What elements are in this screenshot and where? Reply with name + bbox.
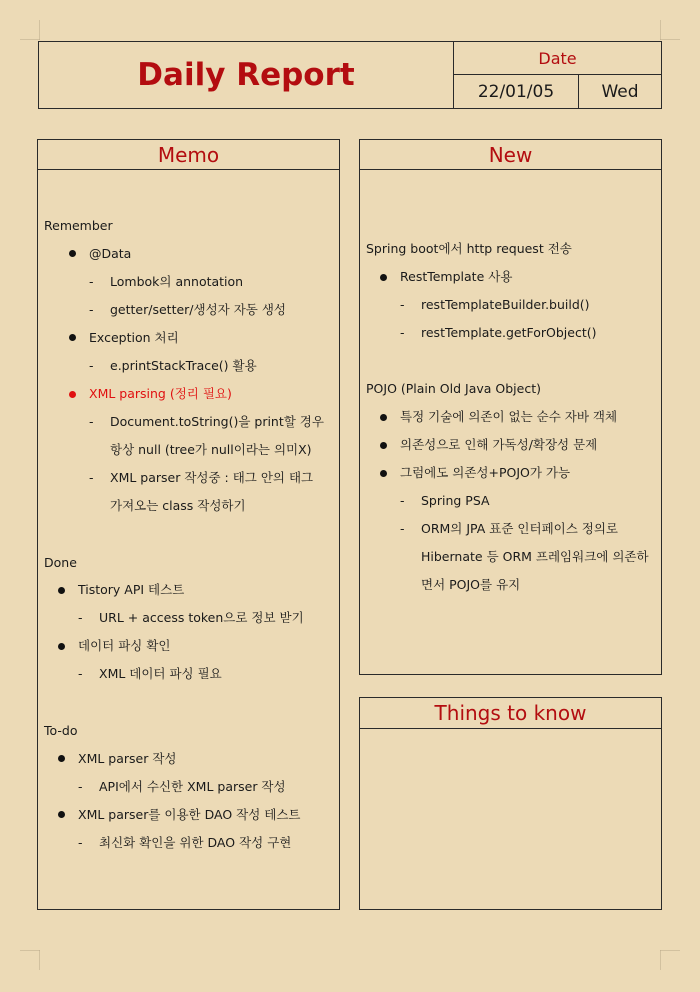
memo-item: XML parser 작성 xyxy=(78,751,177,766)
todo-heading: To-do xyxy=(44,723,78,738)
crop-mark-top-left xyxy=(20,20,40,40)
dash-icon: - xyxy=(400,297,405,312)
dash-icon: - xyxy=(89,358,94,373)
date-label: Date xyxy=(453,41,662,75)
bullet-icon xyxy=(380,274,387,281)
memo-item: 데이터 파싱 확인 xyxy=(78,638,171,653)
bullet-icon xyxy=(58,755,65,762)
bullet-icon-red xyxy=(69,391,76,398)
dash-icon: - xyxy=(400,493,405,508)
memo-subitem: Document.toString()을 print할 경우 xyxy=(110,414,324,429)
memo-subitem-cont: 가져오는 class 작성하기 xyxy=(110,498,246,513)
memo-subitem: e.printStackTrace() 활용 xyxy=(110,358,257,373)
memo-item: Exception 처리 xyxy=(89,330,179,345)
memo-item-highlight: XML parsing (정리 필요) xyxy=(89,386,232,401)
new-subitem-cont: 면서 POJO를 유지 xyxy=(421,577,521,592)
things-to-know-panel xyxy=(359,728,662,910)
bullet-icon xyxy=(380,442,387,449)
new-section: POJO (Plain Old Java Object) xyxy=(366,381,541,396)
new-subitem: restTemplate.getForObject() xyxy=(421,325,597,340)
new-section: Spring boot에서 http request 전송 xyxy=(366,241,572,256)
new-heading: New xyxy=(359,139,662,170)
bullet-icon xyxy=(69,334,76,341)
memo-subitem: XML parser 작성중 : 태그 안의 태그 xyxy=(110,470,314,485)
dash-icon: - xyxy=(78,666,83,681)
new-subitem: ORM의 JPA 표준 인터페이스 정의로 xyxy=(421,521,619,536)
memo-subitem: API에서 수신한 XML parser 작성 xyxy=(99,779,286,794)
dash-icon: - xyxy=(89,414,94,429)
date-value: 22/01/05 xyxy=(453,74,579,109)
memo-heading: Memo xyxy=(37,139,340,170)
memo-subitem: 최신화 확인을 위한 DAO 작성 구현 xyxy=(99,835,292,850)
new-item: 의존성으로 인해 가독성/확장성 문제 xyxy=(400,437,598,452)
memo-subitem: URL + access token으로 정보 받기 xyxy=(99,610,304,625)
dash-icon: - xyxy=(400,521,405,536)
crop-mark-top-right xyxy=(660,20,680,40)
dash-icon: - xyxy=(400,325,405,340)
remember-heading: Remember xyxy=(44,218,113,233)
dash-icon: - xyxy=(89,302,94,317)
dash-icon: - xyxy=(89,274,94,289)
bullet-icon xyxy=(58,587,65,594)
bullet-icon xyxy=(58,643,65,650)
memo-item: XML parser를 이용한 DAO 작성 테스트 xyxy=(78,807,301,822)
dash-icon: - xyxy=(78,835,83,850)
bullet-icon xyxy=(380,470,387,477)
memo-item: @Data xyxy=(89,246,132,261)
bullet-icon xyxy=(380,414,387,421)
bullet-icon xyxy=(69,250,76,257)
new-subitem: restTemplateBuilder.build() xyxy=(421,297,590,312)
memo-item: Tistory API 테스트 xyxy=(78,582,185,597)
new-item: 그럼에도 의존성+POJO가 가능 xyxy=(400,465,571,480)
crop-mark-bottom-right xyxy=(660,950,680,970)
dash-icon: - xyxy=(89,470,94,485)
new-item: 특정 기술에 의존이 없는 순수 자바 객체 xyxy=(400,409,618,424)
done-heading: Done xyxy=(44,555,77,570)
crop-mark-bottom-left xyxy=(20,950,40,970)
page-title: Daily Report xyxy=(38,41,454,109)
day-value: Wed xyxy=(578,74,662,109)
dash-icon: - xyxy=(78,779,83,794)
memo-subitem: getter/setter/생성자 자동 생성 xyxy=(110,302,286,317)
memo-subitem-cont: 항상 null (tree가 null이라는 의미X) xyxy=(110,442,312,457)
bullet-icon xyxy=(58,811,65,818)
dash-icon: - xyxy=(78,610,83,625)
new-item: RestTemplate 사용 xyxy=(400,269,513,284)
memo-subitem: Lombok의 annotation xyxy=(110,274,244,289)
new-subitem: Spring PSA xyxy=(421,493,490,508)
new-subitem-cont: Hibernate 등 ORM 프레임워크에 의존하 xyxy=(421,549,649,564)
memo-subitem: XML 데이터 파싱 필요 xyxy=(99,666,222,681)
things-to-know-heading: Things to know xyxy=(359,697,662,729)
